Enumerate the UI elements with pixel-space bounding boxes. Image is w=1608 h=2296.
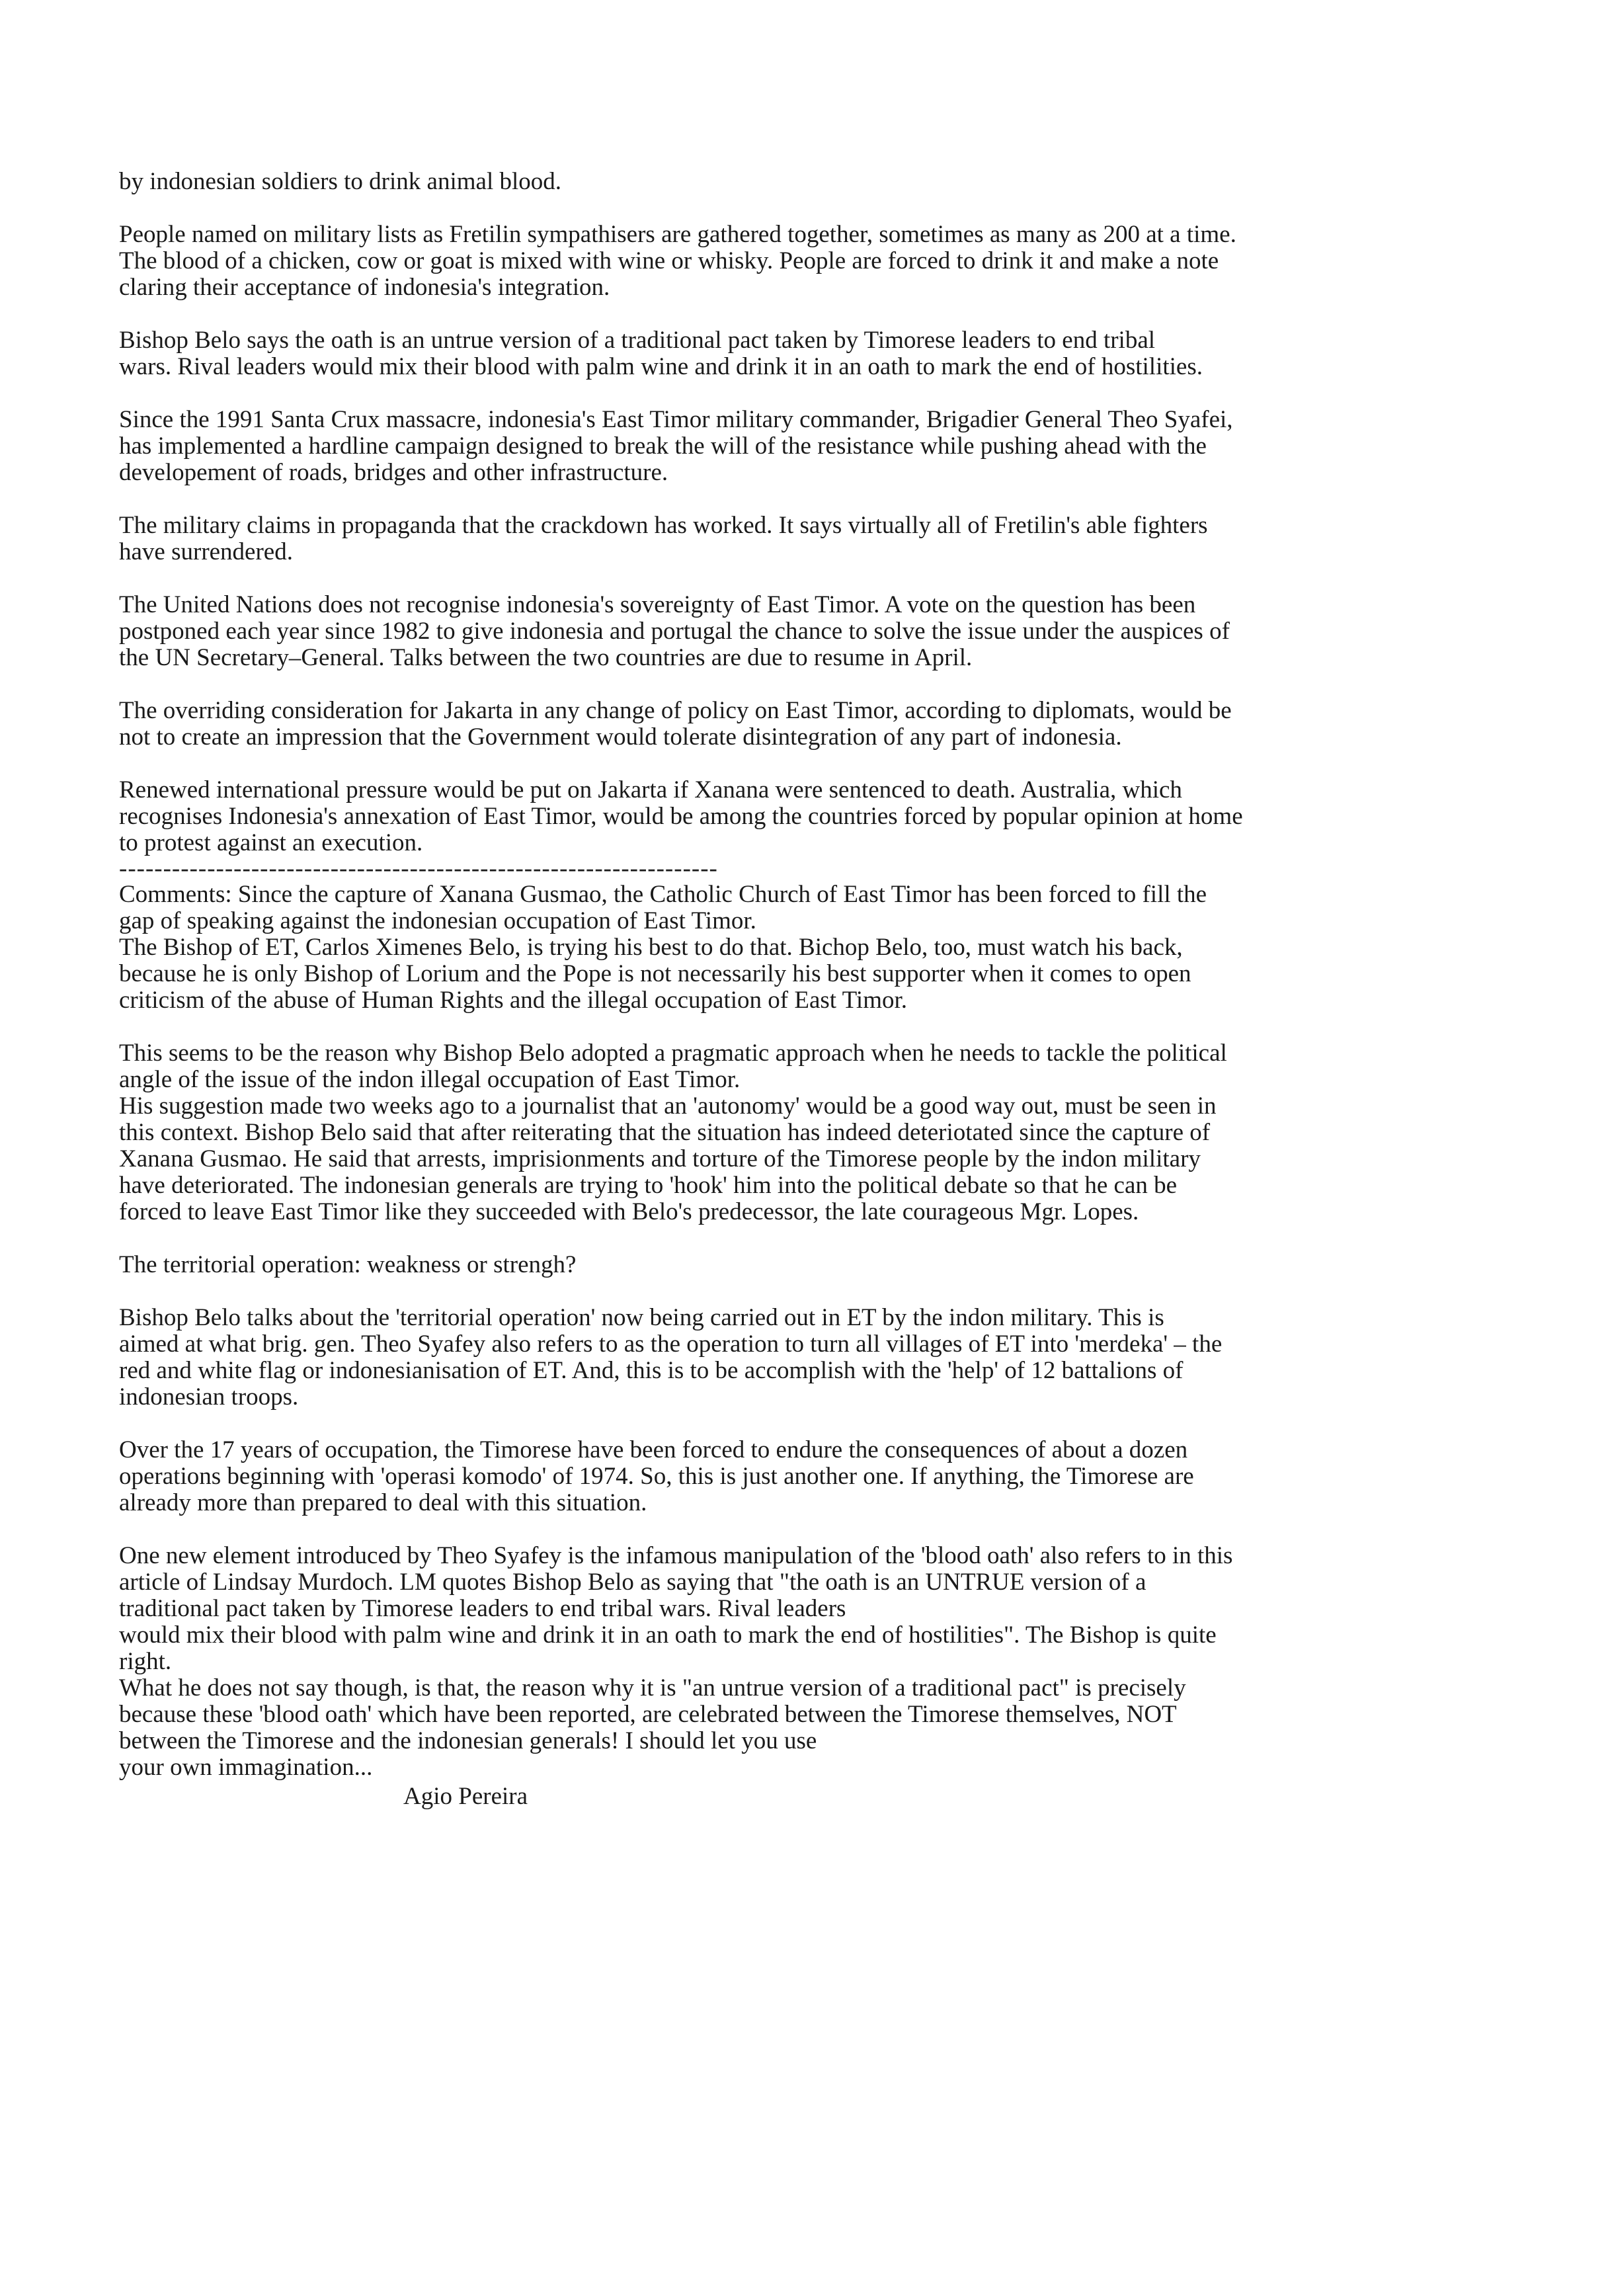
text-line: forced to leave East Timor like they succeeded with Belo's predecessor, the late courageous Mgr. Lopes. — [119, 1198, 1139, 1225]
text-line: The United Nations does not recognise indonesia's sovereignty of East Timor. A vote on the question has been — [119, 591, 1196, 618]
article-paragraph-6 — [119, 592, 1474, 671]
text-line: The blood of a chicken, cow or goat is mixed with wine or whisky. People are forced to drink it and make a note — [119, 247, 1219, 274]
text-line: article of Lindsay Murdoch. LM quotes Bishop Belo as saying that "the oath is an UNTRUE version of a — [119, 1569, 1146, 1596]
text-line: operations beginning with 'operasi komodo' of 1974. So, this is just another one. If anything, the Timorese are — [119, 1463, 1194, 1490]
comments-paragraph-5 — [119, 1543, 1474, 1781]
text-line: aimed at what brig. gen. Theo Syafey also refers to as the operation to turn all villages of ET into 'merdeka' – the — [119, 1331, 1223, 1358]
text-line: claring their acceptance of indonesia's integration. — [119, 274, 610, 301]
text-line: traditional pact taken by Timorese leaders to end tribal wars. Rival leaders — [119, 1595, 846, 1622]
text-line: Xanana Gusmao. He said that arrests, imprisionments and torture of the Timorese people by the indon military — [119, 1145, 1201, 1172]
text-line: because these 'blood oath' which have been reported, are celebrated between the Timorese themselves, NOT — [119, 1701, 1177, 1728]
comments-paragraph-3 — [119, 1305, 1474, 1411]
document-page — [119, 169, 1474, 1810]
text-line: recognises Indonesia's annexation of East Timor, would be among the countries forced by popular opinion at home — [119, 803, 1243, 830]
text-line: would mix their blood with palm wine and drink it in an oath to mark the end of hostilities". The Bishop is quite — [119, 1621, 1217, 1649]
text-line: indonesian troops. — [119, 1383, 299, 1411]
text-line: Bishop Belo says the oath is an untrue version of a traditional pact taken by Timorese leaders to end tribal — [119, 327, 1156, 354]
comments-paragraph-4 — [119, 1437, 1474, 1516]
text-line: gap of speaking against the indonesian occupation of East Timor. — [119, 907, 756, 934]
text-line: His suggestion made two weeks ago to a journalist that an 'autonomy' would be a good way out, must be seen in — [119, 1092, 1217, 1120]
text-line: red and white flag or indonesianisation of ET. And, this is to be accomplish with the 'help' of 12 battalions of — [119, 1357, 1184, 1384]
text-line: has implemented a hardline campaign designed to break the will of the resistance while pushing ahead with the — [119, 432, 1207, 460]
text-line: The military claims in propaganda that the crackdown has worked. It says virtually all of Fretilin's able fighters — [119, 512, 1208, 539]
section-heading — [119, 1252, 1474, 1278]
article-paragraph-1 — [119, 169, 1474, 195]
dashed-divider: -------------------------------------------------------------------- — [119, 855, 718, 882]
text-line: Renewed international pressure would be put on Jakarta if Xanana were sentenced to death. Australia, which — [119, 776, 1182, 803]
text-line: not to create an impression that the Government would tolerate disintegration of any part of indonesia. — [119, 723, 1122, 751]
article-paragraph-4 — [119, 407, 1474, 486]
article-paragraph-2 — [119, 222, 1474, 301]
text-line: criticism of the abuse of Human Rights and the illegal occupation of East Timor. — [119, 987, 908, 1014]
article-paragraph-7 — [119, 698, 1474, 751]
text-line: postponed each year since 1982 to give indonesia and portugal the chance to solve the issue under the auspices of — [119, 618, 1230, 645]
text-line: developement of roads, bridges and other infrastructure. — [119, 459, 668, 486]
text-line: One new element introduced by Theo Syafey is the infamous manipulation of the 'blood oath' also refers to in this — [119, 1542, 1233, 1569]
text-line: Bishop Belo talks about the 'territorial operation' now being carried out in ET by the indon military. This is — [119, 1304, 1164, 1331]
text-line: Since the 1991 Santa Crux massacre, indonesia's East Timor military commander, Brigadier General Theo Syafei, — [119, 406, 1233, 433]
text-line: The overriding consideration for Jakarta in any change of policy on East Timor, according to diplomats, would be — [119, 697, 1232, 724]
text-line: already more than prepared to deal with this situation. — [119, 1489, 647, 1516]
text-line: wars. Rival leaders would mix their blood with palm wine and drink it in an oath to mark the end of hostilities. — [119, 353, 1203, 380]
text-line: angle of the issue of the indon illegal occupation of East Timor. — [119, 1066, 741, 1093]
text-line: because he is only Bishop of Lorium and the Pope is not necessarily his best supporter when it comes to open — [119, 960, 1191, 987]
text-line: What he does not say though, is that, the reason why it is "an untrue version of a traditional pact" is precisely — [119, 1674, 1186, 1702]
text-line: between the Timorese and the indonesian generals! I should let you use — [119, 1727, 817, 1754]
text-line: have surrendered. — [119, 538, 293, 565]
text-line: right. — [119, 1648, 172, 1675]
article-paragraph-8 — [119, 777, 1474, 856]
text-line: have deteriorated. The indonesian generals are trying to 'hook' him into the political debate so that he can be — [119, 1172, 1178, 1199]
text-line: This seems to be the reason why Bishop Belo adopted a pragmatic approach when he needs to tackle the political — [119, 1040, 1227, 1067]
text-line: The Bishop of ET, Carlos Ximenes Belo, is trying his best to do that. Bichop Belo, too, must watch his back, — [119, 934, 1183, 961]
text-line: Over the 17 years of occupation, the Timorese have been forced to endure the consequences of about a dozen — [119, 1436, 1188, 1463]
text-line: this context. Bishop Belo said that after reiterating that the situation has indeed deteriotated since the capture of — [119, 1119, 1211, 1146]
article-paragraph-5 — [119, 512, 1474, 565]
text-line: the UN Secretary–General. Talks between the two countries are due to resume in April. — [119, 644, 973, 671]
text-line: Comments: Since the capture of Xanana Gusmao, the Catholic Church of East Timor has been forced to fill the — [119, 881, 1207, 908]
text-line: The territorial operation: weakness or strengh? — [119, 1251, 577, 1278]
comments-paragraph-2 — [119, 1040, 1474, 1225]
article-paragraph-3 — [119, 327, 1474, 380]
comments-paragraph-1 — [119, 882, 1474, 1014]
text-line: People named on military lists as Fretilin sympathisers are gathered together, sometimes as many as 200 at a time. — [119, 221, 1236, 248]
text-line: by indonesian soldiers to drink animal blood. — [119, 168, 561, 195]
author-signature: Agio Pereira — [403, 1783, 528, 1810]
text-line: to protest against an execution. — [119, 829, 423, 856]
text-line: your own immagination... — [119, 1754, 373, 1781]
